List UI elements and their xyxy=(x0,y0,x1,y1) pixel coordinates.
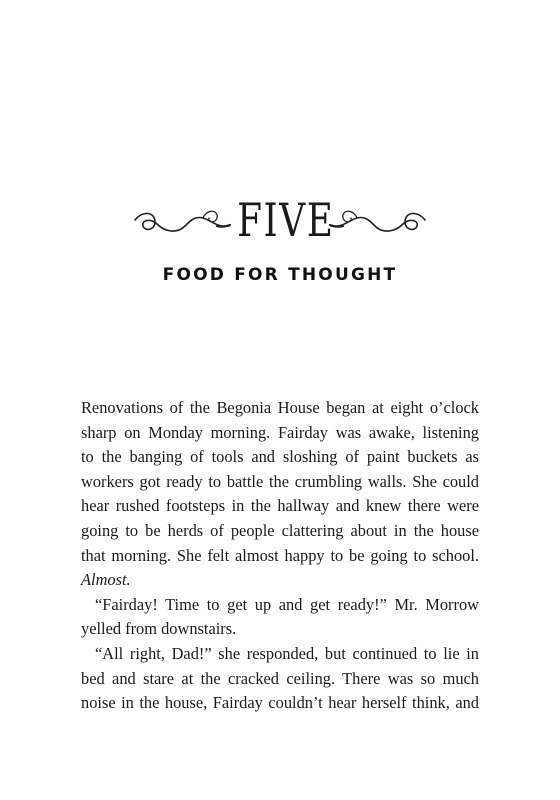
text-line: hear rushed footsteps in the hallway and knew there were xyxy=(81,496,479,516)
paragraph-3 xyxy=(81,642,479,716)
text-line: yelled from downstairs. xyxy=(81,619,237,639)
text-line: “All right, Dad!” she responded, but continued to lie in xyxy=(95,643,479,663)
text-line: “Fairday! Time to get up and get ready!” Mr. Morrow xyxy=(95,594,479,614)
text-line: to the banging of tools and sloshing of paint buckets as xyxy=(81,447,479,467)
paragraph-2-end xyxy=(81,617,479,642)
text-line: bed and stare at the cracked ceiling. There was so much xyxy=(81,668,479,688)
text-line: noise in the house, Fairday couldn’t hear herself think, and xyxy=(81,693,479,713)
text-line: sharp on Monday morning. Fairday was awake, listening xyxy=(81,422,479,442)
emphasis-text: Almost. xyxy=(81,570,131,590)
text-line: that morning. She felt almost happy to be going to school. xyxy=(81,545,479,565)
text-line: workers got ready to battle the crumbling walls. She could xyxy=(81,471,479,491)
chapter-title: FOOD FOR THOUGHT xyxy=(162,265,398,285)
text-line: going to be herds of people clattering about in the house xyxy=(81,520,479,540)
paragraph-1 xyxy=(81,396,479,568)
left-flourish-ornament xyxy=(133,206,233,242)
text-line: Renovations of the Begonia House began at eight o’clock xyxy=(81,398,479,417)
right-flourish-ornament xyxy=(327,206,427,242)
chapter-heading xyxy=(0,192,560,252)
paragraph-2 xyxy=(81,593,479,618)
body-text xyxy=(81,396,479,716)
chapter-number: FIVE xyxy=(237,193,335,247)
paragraph-1-end xyxy=(81,568,479,593)
